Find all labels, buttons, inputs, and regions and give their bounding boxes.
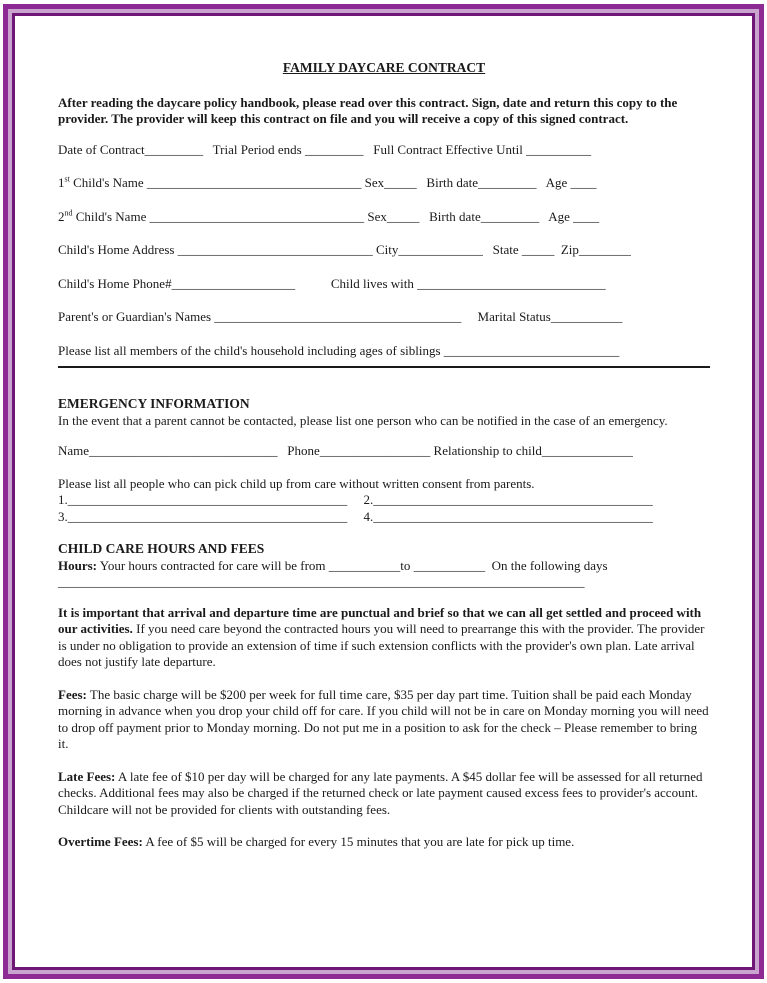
late-fees-paragraph: Late Fees: A late fee of $10 per day will be charged for any late payments. A $45 dollar fee will be assessed for all returned checks. Additional fees may also be charged if the returned check or late payment caused excess fees to provider's account. Childcare will not be provided for clients with outstanding fees.	[58, 768, 703, 817]
home-address-row: Child's Home Address ______________________________ City_____________ State _____ Zip________	[58, 242, 631, 257]
guardians-row: Parent's or Guardian's Names ______________________________________ Marital Status___________	[58, 309, 623, 324]
late-fees-label: Late Fees:	[58, 768, 116, 784]
pickup-row-1: 1.___________________________________________ 2.___________________________________________	[58, 492, 653, 507]
arrival-paragraph: It is important that arrival and departure time are punctual and brief so that we can all get settled and proceed with our activities. If you need care beyond the contracted hours you will need to prearrange this with the provider. The provider is under no obligation to provide an extension of time if such extension conflicts with the provider's own plan. Late arrival does not justify late departure.	[58, 604, 705, 669]
section-divider	[58, 366, 710, 368]
hours-line: _________________________________________________________________________________	[58, 574, 585, 589]
hours-title: CHILD CARE HOURS AND FEES	[58, 541, 265, 556]
overtime-paragraph: Overtime Fees: A fee of $5 will be charged for every 15 minutes that you are late for pick up time.	[58, 834, 575, 849]
pickup-text: Please list all people who can pick child up from care without written consent from parents.	[58, 475, 535, 491]
pickup-row-2: 3.___________________________________________ 4.___________________________________________	[58, 508, 653, 524]
overtime-label: Overtime Fees:	[58, 834, 143, 849]
emergency-title: EMERGENCY INFORMATION	[58, 396, 250, 411]
hours-row: Hours: Your hours contracted for care will be from ___________to ___________ On the following days	[58, 557, 608, 573]
document-title: FAMILY DAYCARE CONTRACT	[282, 60, 486, 75]
intro-text: After reading the daycare policy handbook, please read over this contract. Sign, date and return this copy to the provider. The provider will keep this contract on file and you will receive a copy of this signed contract.	[58, 94, 678, 126]
document	[58, 60, 710, 867]
household-row: Please list all members of the child's household including ages of siblings ___________________________	[58, 342, 620, 358]
emergency-text: In the event that a parent cannot be contacted, please list one person who can be notified in the case of an emergency.	[58, 412, 668, 428]
emergency-contact-row: Name_____________________________ Phone_________________ Relationship to child______________	[58, 443, 633, 458]
second-child-row: 2nd Child's Name _________________________________ Sex_____ Birth date_________ Age ____	[58, 208, 600, 224]
fees-label: Fees:	[58, 686, 87, 702]
fees-paragraph: Fees: The basic charge will be $200 per week for full time care, $35 per day part time. Tuition shall be paid each Monday morning in advance when you drop your child off for care. If you child will not be in care on Monday morning you will need to drop off payment prior to Monday morning. Do not put me in a position to ask for the check – Please remember to bring it.	[58, 686, 709, 751]
hours-label: Hours:	[58, 557, 97, 573]
first-child-row: 1st Child's Name _________________________________ Sex_____ Birth date_________ Age ____	[58, 174, 597, 190]
home-phone-row: Child's Home Phone#___________________ Child lives with _____________________________	[58, 275, 606, 291]
contract-dates-row: Date of Contract_________ Trial Period ends _________ Full Contract Effective Until __________	[58, 141, 592, 157]
